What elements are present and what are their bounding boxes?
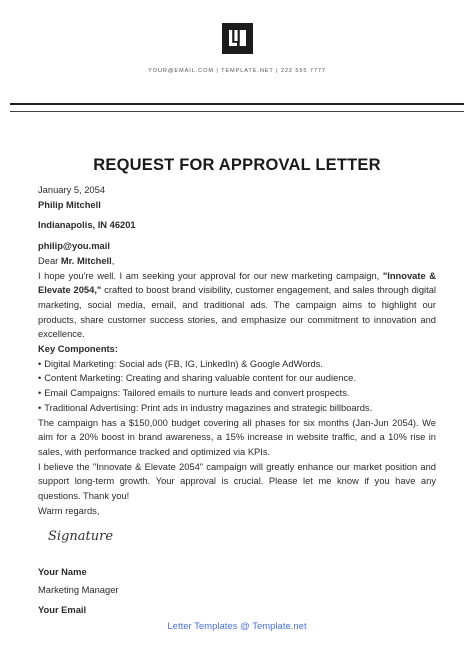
salutation-prefix: Dear bbox=[38, 255, 61, 266]
signature-image: Signature bbox=[48, 529, 114, 544]
sender-email: philip@you.mail bbox=[38, 241, 110, 252]
list-item: • Digital Marketing: Social ads (FB, IG, LinkedIn) & Google AdWords. bbox=[38, 357, 436, 372]
salutation-name: Mr. Mitchell bbox=[60, 255, 112, 266]
salutation bbox=[38, 254, 436, 269]
list-item: • Traditional Advertising: Print ads in industry magazines and strategic billboards. bbox=[38, 401, 436, 416]
campaign-name: "Innovate & Elevate 2054," bbox=[38, 270, 436, 296]
closing-paragraph: I believe the "Innovate & Elevate 2054" campaign will greatly enhance our market position and support long-term growth. Your approval is crucial. Please let me know if you have any questions. Thank you! bbox=[38, 461, 436, 502]
intro-paragraph bbox=[38, 269, 436, 343]
valediction: Warm regards, bbox=[38, 505, 100, 516]
contact-line: YOUR@EMAIL.COM | TEMPLATE.NET | 222 555 7777 bbox=[148, 68, 326, 74]
intro-text-start: I hope you're well. I am seeking your approval for our new marketing campaign, bbox=[38, 270, 383, 281]
page-title: REQUEST FOR APPROVAL LETTER bbox=[93, 156, 381, 174]
header-divider-thin bbox=[10, 111, 464, 112]
signer-name: Your Name bbox=[38, 567, 87, 577]
letter-date: January 5, 2054 bbox=[38, 185, 106, 195]
header-divider-thick bbox=[10, 103, 464, 105]
components-list bbox=[38, 357, 436, 416]
budget-paragraph: The campaign has a $150,000 budget covering all phases for six months (Jan-Jun 2054). We aim for a 20% boost in brand awareness, a 15% increase in website traffic, and a 10% rise in sales, with performance tracked and optimized via KPIs. bbox=[38, 417, 436, 457]
list-item: • Content Marketing: Creating and sharing valuable content for our audience. bbox=[38, 371, 436, 386]
signer-role: Marketing Manager bbox=[38, 585, 119, 595]
signer-email: Your Email bbox=[38, 605, 87, 615]
salutation-suffix: , bbox=[111, 255, 115, 266]
components-heading: Key Components: bbox=[38, 344, 118, 355]
sender-address: Indianapolis, IN 46201 bbox=[38, 220, 136, 231]
list-item: • Email Campaigns: Tailored emails to nurture leads and convert prospects. bbox=[38, 386, 436, 401]
intro-text-end: crafted to boost brand visibility, customer engagement, and sales through digital marketing, social media, email, and traditional ads. The campaign aims to highlight our products, share customer success stories, and emphasize our commitment to innovation and excellence. bbox=[38, 285, 436, 340]
letter-body bbox=[38, 183, 436, 518]
footer-link[interactable]: Letter Templates @ Template.net bbox=[167, 621, 307, 632]
brand-logo-icon bbox=[222, 23, 253, 54]
sender-name: Philip Mitchell bbox=[38, 199, 101, 210]
